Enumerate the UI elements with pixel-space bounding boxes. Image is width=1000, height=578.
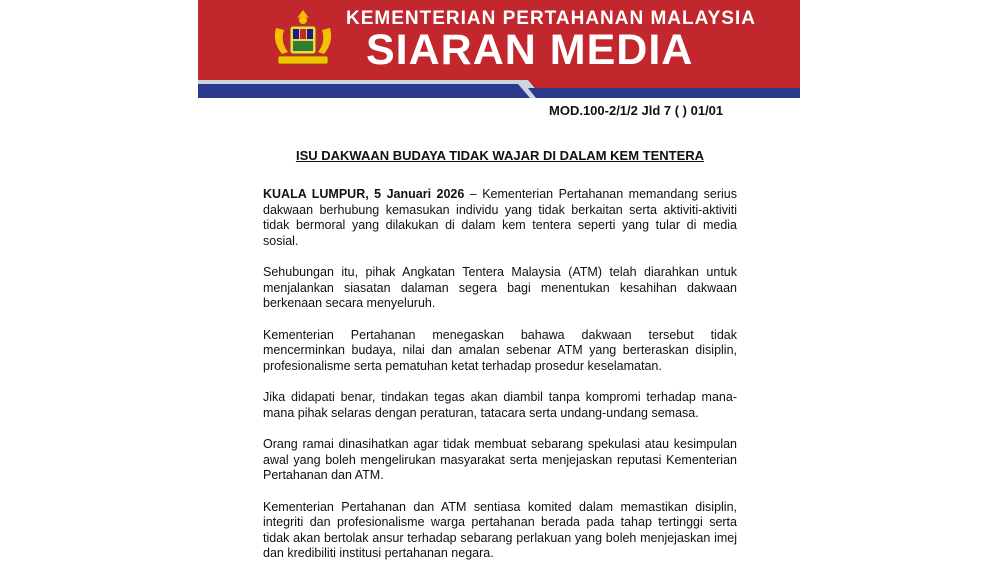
paragraph-3: Kementerian Pertahanan menegaskan bahawa dakwaan tersebut tidak mencerminkan budaya, nilai dan amalan sebenar ATM yang berteraskan disiplin, profesionalisme serta pematuhan ketat terhadap prosedur keselamatan. <box>263 327 737 373</box>
paragraph-1-text: – Kementerian Pertahanan memandang serius dakwaan berhubung kemasukan individu yang tidak berkaitan serta aktiviti-aktiviti tidak bermoral yang dilakukan di dalam kem tentera seperti yang tular di media sosial. <box>263 187 737 248</box>
paragraph-4: Jika didapati benar, tindakan tegas akan diambil tanpa kompromi terhadap mana-mana pihak selaras dengan peraturan, tatacara serta undang-undang semasa. <box>263 390 737 420</box>
ministry-name: KEMENTERIAN PERTAHANAN MALAYSIA <box>346 8 756 29</box>
dateline: KUALA LUMPUR, 5 Januari 2026 <box>263 187 465 201</box>
coat-of-arms-icon <box>268 8 338 70</box>
reference-number: MOD.100-2/1/2 Jld 7 ( ) 01/01 <box>549 103 724 118</box>
paragraph-6: Kementerian Pertahanan dan ATM sentiasa komited dalam memastikan disiplin, integriti dan profesionalisme warga pertahanan berada pada tahap tertinggi serta tidak akan bertolak ansur terhadap sebarang perlakuan yang boleh menjejaskan imej dan kredibiliti institusi pertahanan negara. <box>263 499 737 560</box>
press-headline: ISU DAKWAAN BUDAYA TIDAK WAJAR DI DALAM KEM TENTERA <box>295 148 705 163</box>
media-release-banner <box>198 0 800 98</box>
press-body <box>263 187 737 578</box>
release-title: SIARAN MEDIA <box>366 26 694 74</box>
paragraph-2: Sehubungan itu, pihak Angkatan Tentera Malaysia (ATM) telah diarahkan untuk menjalankan siasatan dalaman segera bagi menentukan kesahihan dakwaan berkenaan secara menyeluruh. <box>263 265 737 310</box>
paragraph-1 <box>263 187 737 249</box>
paragraph-5: Orang ramai dinasihatkan agar tidak membuat sebarang spekulasi atau kesimpulan awal yang boleh mengelirukan masyarakat serta menjejaskan reputasi Kementerian Pertahanan dan ATM. <box>263 437 737 482</box>
